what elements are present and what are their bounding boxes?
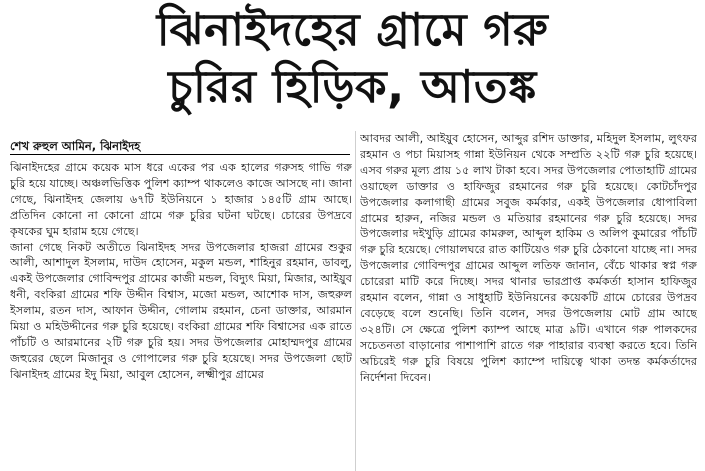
byline: শেখ রুহুল আমিন, ঝিনাইদহ bbox=[10, 139, 141, 153]
column-divider bbox=[355, 131, 356, 471]
article-column-left bbox=[10, 160, 352, 471]
headline-line-2: চুরির হিড়িক, আতঙ্ক bbox=[168, 60, 537, 113]
article-column-right bbox=[360, 131, 697, 471]
article-paragraph: জানা গেছে নিকট অতীতে ঝিনাইদহ সদর উপজেলার হাজরা গ্রামের শুকুর আলী, আশাদুল ইসলাম, দাউদ হোসেন, মকুল মন্ডল, শাহিনুর রহমান, ডাবলু, একই উপজেলার গোবিন্দপুর গ্রামের কাজী মন্ডল, বিদ্যুৎ মিয়া, মিজার, আইয়ুব ধনী, বংকিরা গ্রামের শফি উদ্দীন বিশ্বাস, মজো মন্ডল, আশোক দাস, জহুরুল ইসলাম, রতন দাস, আফান উদ্দীন, গোলাম রহমান, চেনা ডাক্তার, আরমান মিয়া ও মহিউদ্দীনের গরু চুরি হয়েছে। বংকিরা গ্রামের শফি বিশ্বাসের এক রাতে পাঁচটি ও আরমানের ২টি গরু চুরি হয়। সদর উপজেলার মোহাম্মদপুর গ্রামের জহুরের ছেলে মিজানুর ও গোপালের গরু চুরি হয়েছে। সদর উপজেলা ছোট ঝিনাইদহ গ্রামের ইদু মিয়া, আবুল হোসেন, লক্ষ্মীপুর গ্রামের bbox=[10, 240, 352, 381]
article-paragraph: ঝিনাইদহের গ্রামে কয়েক মাস ধরে একের পর এক হালের গরুসহ গাভি গরু চুরি হয়ে যাচ্ছে। অঞ্চলভিত্তিক পুলিশ ক্যাম্প থাকলেও কাজে আসছে না। জানা গেছে, ঝিনাইদহ জেলায় ৬৭টি ইউনিয়নে ১ হাজার ১৪৫টি গ্রাম আছে। প্রতিদিন কোনো না কোনো গ্রামে গরু চুরির ঘটনা ঘটছে। চোরের উপদ্রবে কৃষকের ঘুম হারাম হয়ে গেছে। bbox=[10, 161, 352, 238]
byline-underline bbox=[10, 154, 350, 155]
headline-line-1: ঝিনাইদহের গ্রামে গরু bbox=[156, 3, 549, 56]
article-paragraph: আবদর আলী, আইয়ুব হোসেন, আব্দুর রশিদ ডাক্তার, মহিদুল ইসলাম, লুৎফর রহমান ও পচা মিয়াসহ গান্না ইউনিয়ন থেকে সম্প্রতি ২২টি গরু চুরি হয়েছে। এসব গরুর মূল্য প্রায় ১৫ লাখ টাকা হবে। সদর উপজেলার পোতাহাটি গ্রামের ওয়াছেল ডাক্তার ও হাফিজুর রহমানের গরু চুরি হয়েছে। কোটচাঁদপুর উপজেলার কলাগাছী গ্রামের সবুজ কর্মকার, একই উপজেলার ধোপাবিলা গ্রামের হারুন, নজির মন্ডল ও মতিয়ার রহমানের গরু চুরি হয়েছে। সদর উপজেলার দইখুড়ি গ্রামের কামরুল, আব্দুল হাকিম ও অলিপ কুমারের পাঁচটি গরু চুরি হয়েছে। গোয়ালঘরে রাত কাটিয়েও গরু চুরি ঠেকানো যাচ্ছে না। সদর উপজেলার গোবিন্দপুর গ্রামের আব্দুল লতিফ জানান, বেঁচে থাকার স্বপ্ন গরু চোরেরা মাটি করে দিচ্ছে। সদর থানার ভারপ্রাপ্ত কর্মকর্তা হাসান হাফিজুর রহমান বলেন, গান্না ও সাধুহাটি ইউনিয়নের কয়েকটি গ্রামে চোরের উপদ্রব বেড়েছে বলে শুনেছি। তিনি বলেন, সদর উপজেলায় মোট গ্রাম আছে ৩২৪টি। সে ক্ষেত্রে পুলিশ ক্যাম্প আছে মাত্র ৯টি। এখানে গরু পালকদের সচেতনতা বাড়ানোর পাশাপাশি রাতে গরু পাহারার ব্যবস্থা করতে হবে। তিনি অচিরেই গরু চুরি বিষয়ে পুলিশ ক্যাম্পে দায়িত্বে থাকা তদন্ত কর্মকর্তাদের নির্দেশনা দিবেন। bbox=[360, 132, 697, 384]
headline bbox=[0, 0, 705, 115]
